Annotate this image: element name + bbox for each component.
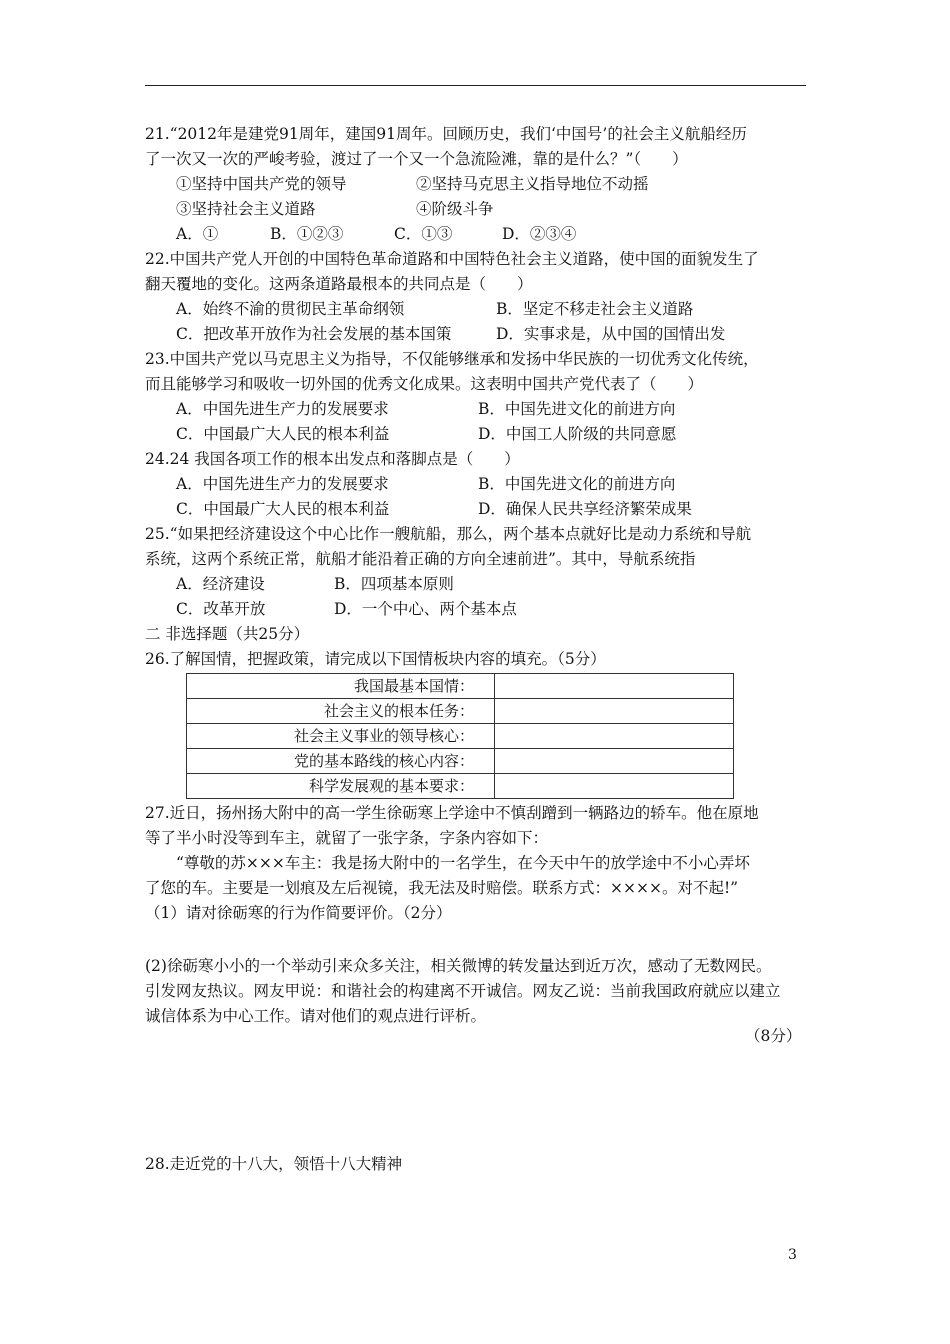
- q23-option-b: B．中国先进文化的前进方向: [478, 400, 676, 418]
- q21-item-4: ④阶级斗争: [416, 200, 494, 218]
- q27-stem-line-2: 等了半小时没等到车主，就留了一张字条，字条内容如下：: [145, 829, 549, 847]
- q27-subquestion-2-line-2: 引发网友热议。网友甲说：和谐社会的构建离不开诚信。网友乙说：当前我国政府就应以建立: [145, 982, 781, 1000]
- q21-stem-line-2: 了一次又一次的严峻考验，渡过了一个又一个急流险滩，靠的是什么？”（ ）: [145, 150, 688, 168]
- q26-stem: 26.了解国情，把握政策，请完成以下国情板块内容的填充。（5分）: [145, 650, 606, 668]
- table-label: 党的基本路线的核心内容：: [187, 749, 495, 774]
- q21-option-a: A．①: [176, 225, 219, 243]
- table-row: [187, 699, 734, 724]
- q27-subquestion-2-line-1: (2)徐砺寒小小的一个举动引来众多关注，相关微博的转发量达到近万次，感动了无数网民。: [145, 957, 772, 975]
- section-heading: 二 非选择题（共25分）: [145, 625, 310, 643]
- q27-subquestion-1: （1）请对徐砺寒的行为作简要评价。（2分）: [145, 904, 452, 922]
- q27-subquestion-2-line-3: 诚信体系为中心工作。请对他们的观点进行评析。: [145, 1007, 487, 1025]
- table-row: [187, 749, 734, 774]
- q24-stem-line-1: 24.24 我国各项工作的根本出发点和落脚点是（ ）: [145, 450, 520, 468]
- q22-stem-line-1: 22.中国共产党人开创的中国特色革命道路和中国特色社会主义道路，使中国的面貌发生了: [145, 250, 759, 268]
- table-label: 科学发展观的基本要求：: [187, 774, 495, 799]
- q21-item-1: ①坚持中国共产党的领导: [176, 175, 347, 193]
- q23-option-d: D．中国工人阶级的共同意愿: [478, 425, 677, 443]
- table-row: [187, 724, 734, 749]
- q21-item-3: ③坚持社会主义道路: [176, 200, 316, 218]
- table-label: 社会主义事业的领导核心：: [187, 724, 495, 749]
- q22-option-c: C．把改革开放作为社会发展的基本国策: [176, 325, 452, 343]
- q22-option-a: A．始终不渝的贯彻民主革命纲领: [176, 300, 405, 318]
- q25-stem-line-2: 系统，这两个系统正常，航船才能沿着正确的方向全速前进”。其中，导航系统指: [145, 550, 696, 568]
- q25-stem-line-1: 25.“如果把经济建设这个中心比作一艘航船，那么，两个基本点就好比是动力系统和导航: [145, 525, 752, 543]
- q21-option-b: B．①②③: [270, 225, 344, 243]
- q27-stem-line-1: 27.近日，扬州扬大附中的高一学生徐砺寒上学途中不慎刮蹭到一辆路边的轿车。他在原地: [145, 804, 759, 822]
- table-row: [187, 674, 734, 699]
- q25-option-c: C．改革开放: [176, 600, 266, 618]
- q24-option-b: B．中国先进文化的前进方向: [478, 475, 676, 493]
- table-label: 社会主义的根本任务：: [187, 699, 495, 724]
- q25-option-b: B．四项基本原则: [334, 575, 454, 593]
- q21-option-d: D．②③④: [502, 225, 577, 243]
- q21-option-c: C．①③: [394, 225, 453, 243]
- q25-option-a: A．经济建设: [176, 575, 265, 593]
- answer-cell[interactable]: [495, 724, 734, 749]
- q23-option-a: A．中国先进生产力的发展要求: [176, 400, 389, 418]
- q22-option-d: D．实事求是，从中国的国情出发: [496, 325, 726, 343]
- q24-option-a: A．中国先进生产力的发展要求: [176, 475, 389, 493]
- q23-option-c: C．中国最广大人民的根本利益: [176, 425, 390, 443]
- q25-option-d: D．一个中心、两个基本点: [334, 600, 517, 618]
- answer-cell[interactable]: [495, 674, 734, 699]
- q27-note-line-1: “尊敬的苏×××车主：我是扬大附中的一名学生，在今天中午的放学途中不小心弄坏: [176, 854, 750, 872]
- q23-stem-line-1: 23.中国共产党以马克思主义为指导，不仅能够继承和发扬中华民族的一切优秀文化传统，: [145, 350, 759, 368]
- header-rule: [145, 85, 806, 86]
- q21-stem-line-1: 21.“2012年是建党91周年，建国91周年。回顾历史，我们‘中国号’的社会主义航船经历: [145, 125, 747, 143]
- q28-stem: 28.走近党的十八大，领悟十八大精神: [145, 1155, 403, 1173]
- answer-cell[interactable]: [495, 749, 734, 774]
- table-label: 我国最基本国情：: [187, 674, 495, 699]
- answer-cell[interactable]: [495, 774, 734, 799]
- page-number: 3: [788, 1247, 797, 1263]
- q27-note-line-2: 了您的车。主要是一划痕及左后视镜，我无法及时赔偿。联系方式：××××。对不起!”: [145, 879, 739, 897]
- q24-option-d: D．确保人民共享经济繁荣成果: [478, 500, 692, 518]
- q22-stem-line-2: 翻天覆地的变化。这两条道路最根本的共同点是（ ）: [145, 275, 533, 293]
- q24-option-c: C．中国最广大人民的根本利益: [176, 500, 390, 518]
- q26-fill-table: [186, 673, 734, 799]
- answer-cell[interactable]: [495, 699, 734, 724]
- q22-option-b: B．坚定不移走社会主义道路: [496, 300, 694, 318]
- q27-score: （8分）: [745, 1027, 802, 1045]
- q21-item-2: ②坚持马克思主义指导地位不动摇: [416, 175, 649, 193]
- table-row: [187, 774, 734, 799]
- q23-stem-line-2: 而且能够学习和吸收一切外国的优秀文化成果。这表明中国共产党代表了（ ）: [145, 375, 704, 393]
